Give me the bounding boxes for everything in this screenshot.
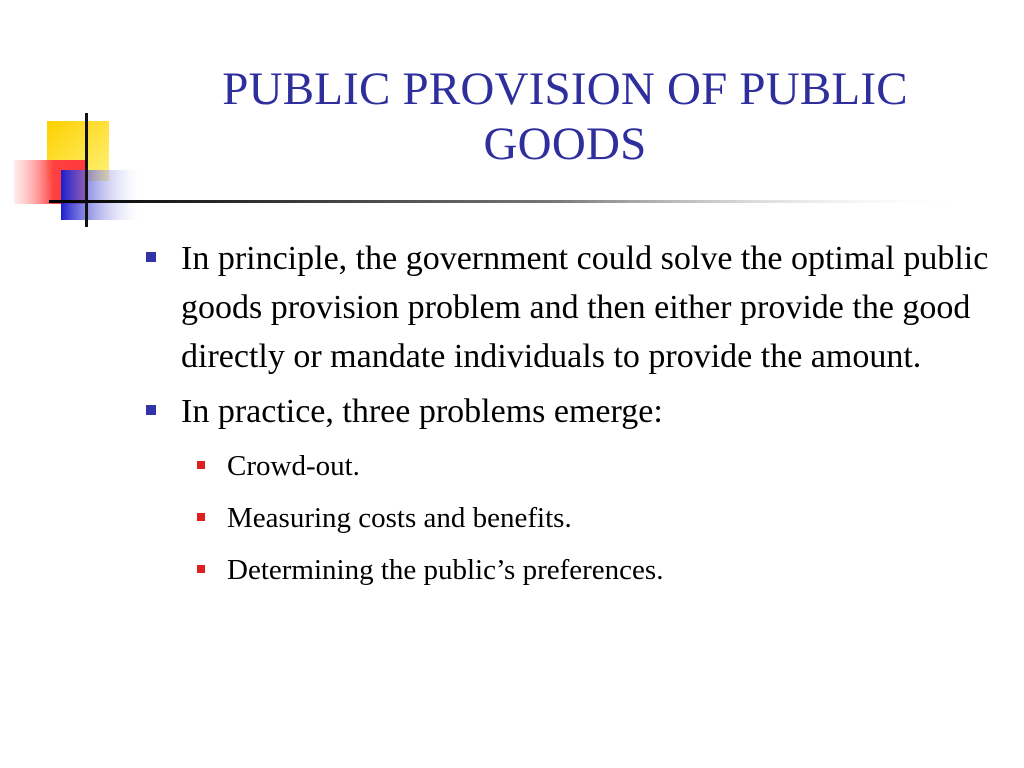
sub-bullet-list xyxy=(181,440,1000,596)
bullet-item xyxy=(140,387,1000,596)
bullet-item xyxy=(140,234,1000,381)
bullet-list xyxy=(140,234,1000,602)
sub-bullet-text: Determining the public’s preferences. xyxy=(227,554,664,586)
sub-bullet-text: Measuring costs and benefits. xyxy=(227,502,572,534)
sub-bullet-text: Crowd-out. xyxy=(227,450,360,482)
sub-bullet-item xyxy=(181,544,1000,596)
bullet-text: In practice, three problems emerge: xyxy=(181,393,663,430)
square-bullet-icon xyxy=(197,513,205,521)
sub-bullet-item xyxy=(181,440,1000,492)
square-bullet-icon xyxy=(146,405,156,415)
square-bullet-icon xyxy=(146,252,156,262)
slide-title: PUBLIC PROVISION OF PUBLIC GOODS xyxy=(222,63,908,170)
square-bullet-icon xyxy=(197,565,205,573)
bullet-text: In principle, the government could solve the optimal public goods provision problem and then either provide the good directly or mandate individuals to provide the amount. xyxy=(181,240,989,375)
sub-bullet-item xyxy=(181,492,1000,544)
square-bullet-icon xyxy=(197,461,205,469)
